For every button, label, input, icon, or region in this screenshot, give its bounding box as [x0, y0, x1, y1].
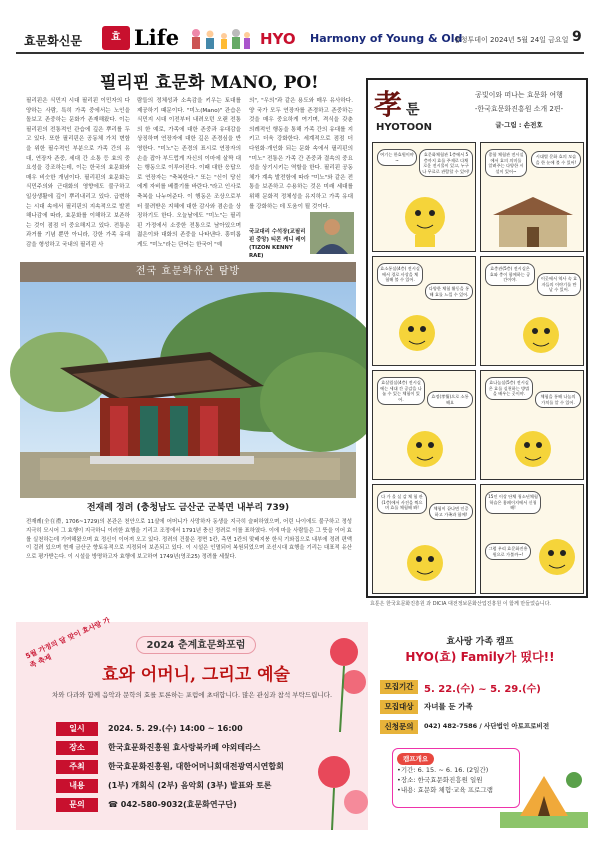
row-value: 042) 482-7586 / 사단법인 아토프로비전: [424, 722, 550, 730]
article-column-2: 람들의 정체성과 소속감을 키우는 토대를 제공하기 때문이다. "미노(Mano)" 관습은 식민지 시대 이전부터 내려오던 오랜 전통의 한 예로, 가족에 대한 존중과 유대감을 상징하며 연장자에 대한 깊은 존경심을 반영한다. "미노"는 존경의 표시로 연장자의 손을 잡아 부드럽게 자신의 이마에 살짝 대는 행동으로 이루어진다. 이때 대한 응답으로 연장자는 "축복한다." 또는 "신이 당신에게 자비를 베풀기를 바란다."라고 인사로 축복을 나누어준다. 이 행동은 조상으로부터 물려받은 지혜에 대한 감사와 겸손을 상징하기도 한다. 오늘날에도 "미노"는 필리핀 가정에서 소중한 전통으로 남아있으며 젊은이와 대화의 존중을 나타낸다. 흥미롭게도 "미노"라는 단어는 한국어 "예: [137, 98, 241, 248]
forum-tag: 2024 춘계효문화포럼: [136, 636, 256, 654]
harmony-tagline: Harmony of Young & Old: [310, 32, 463, 45]
life-logo-mark: 효: [102, 26, 130, 50]
row-value: 자녀를 둔 가족: [424, 702, 473, 711]
comic-panel-6: [480, 370, 584, 480]
comic-footer: 효툰은 한국효문화진흥원 과 DICIA 대전정보문화산업진흥원 이 함께 만들었습니다.: [370, 601, 551, 607]
comic-bubble: 15인 이상 단체 청소년체험학습은 홈페이지에서 신청해!: [485, 491, 541, 514]
row-label: 신청문의: [380, 720, 418, 734]
heritage-section-header: 전국 효문화유산 탐방: [20, 262, 356, 282]
article-column-1: 필리핀은 식민지 시대 필리핀 이민자의 다양하는 사람, 특히 가족 중에서는 노인을 돌보고 존중하는 문화가 존재해왔다. 이는 필리핀의 전통적인 관습에 깊은 뿌리를 두고 있다. 또한 필리핀은 공동체 가치 변함을 위한 필수적인 부분으로 가족 간의 유대, 연장자 존중, 세대 간 소통 등 효의 중요성을 강조하는데, 이는 한국의 효문화와 매우 비슷한 개념이다. 필리핀의 효문화는 식민주의와 근대화의 영향에도 불구하고 일상생활에 깊이 뿌리내리고 있다. 급변하는 시대 속에서 필리핀의 지속적으로 발전해나감에 따라, 효문화를 이해하고 보존하는 것이 점점 더 중요해지고 있다. 전통은 과거를 기념 뿐만 아니라, 강한 가족 유대감을 형성하고 국내의 필리핀 사: [26, 98, 130, 248]
character-icon: [531, 533, 583, 591]
heritage-caption: 전재례 정려 (충청남도 금산군 군북면 내부리 739): [86, 503, 290, 513]
camping-tent-icon: [500, 762, 588, 828]
row-label: 장소: [56, 741, 98, 755]
character-icon: [387, 311, 447, 363]
comic-panel-2: [480, 142, 584, 252]
row-value: 한국효문화진흥원, 대한어머니회대전광역시연합회: [108, 762, 284, 771]
camp-overview-item: •장소: 한국효문화진흥원 일원: [397, 776, 483, 784]
comic-panel-4: [480, 256, 584, 366]
comic-panel-3: [372, 256, 476, 366]
article-author: 국교대리 수석장(교필리핀 중앙) 티콘 케니 레이(TIZON KENNY RAE): [249, 229, 306, 259]
hyotoon-comic: [366, 78, 588, 598]
svg-text:HYOTOON: HYOTOON: [376, 122, 432, 133]
row-label: 문의: [56, 798, 98, 812]
comic-panel-8: [480, 484, 584, 594]
row-value: 5. 22.(수) ~ 5. 29.(수): [424, 684, 541, 695]
row-value: 한국효문화진흥원 효사랑북카페 야외테라스: [108, 743, 261, 752]
comic-bubble: 체험이 끝나면 인증하고 가족과 함께!: [429, 503, 473, 520]
comic-bubble: 체험을 통해 나눔의 가치를 알 수 있어.: [535, 391, 581, 408]
camp-overview-item: •기간: 6. 15. ~ 6. 16. (2일간): [397, 766, 489, 774]
page-number: 9: [572, 29, 582, 45]
comic-bubble: 효정(孝情)으로 소통해요: [427, 391, 473, 408]
row-label: 일시: [56, 722, 98, 736]
row-value: ☎ 042-580-9032(효문화연구단): [108, 800, 237, 809]
row-value: (1부) 개회식 (2부) 음악회 (3부) 발표와 토론: [108, 781, 272, 790]
row-value: 2024. 5. 29.(수) 14:00 ~ 16:00: [108, 724, 243, 733]
museum-building-icon: [489, 195, 577, 249]
comic-bubble: 효문화체험관 1층에서 5층까지 효를 주제로 다채로운 전시물이 있고, 누구나 무료로 관람할 수 있어!: [419, 149, 473, 177]
comic-panel-7: [372, 484, 476, 594]
comic-bubble: 이곳에서 역사 속 효자들의 이야기를 만날 수 있어.: [537, 273, 581, 296]
character-icon: [393, 191, 457, 249]
family-illustration-icon: [188, 26, 252, 50]
life-logo: Life: [134, 25, 180, 50]
character-icon: [395, 427, 455, 477]
camp-overview-item: •내용: 효문화 체험·교육 프로그램: [397, 786, 493, 794]
comic-bubble: 그럼 우리 효문화진흥원으로 가볼까~!: [485, 543, 531, 560]
comic-bubble: 효충관(5층) 전시실은 효와 충이 함께하는 공간이야.: [485, 263, 535, 286]
character-icon: [395, 541, 455, 591]
article-title: 필리핀 효문화 MANO, PO!: [100, 73, 319, 93]
hyotoon-logo-icon: [372, 84, 444, 138]
comic-bubble: 여기는 한효원이야~: [377, 149, 417, 166]
comic-bubble: 종합 체험관 전시실에서 효의 의미를 알려주는 다양한 시설이 있어~: [485, 149, 527, 177]
camp-ad: [372, 622, 588, 830]
forum-title: 효와 어머니, 그리고 예술: [102, 665, 290, 685]
article-column-3: 의", "우의"과 같은 용도와 매우 유사하다. 양 국가 모두 연장자를 존경하고 존중하는 것을 매우 중요하게 여기며, 격식을 갖춘 의례적인 행동을 통해 가족 간의 유대를 지키고 더욱 강화한다. 세계적으로 점점 더 다원화·개인화 되는 문화 속에서 필리핀의 "미노" 전통은 가족 간 존중과 결속의 중요성을 상기시키는 역할을 한다. 필리핀 공동체가 계속 발전함에 따라 "미노"와 같은 전통을 보존하고 수용하는 것은 미래 세대를 위해 문화적 정체성을 유지하고 가족 유대를 강화하는 데 도움이 될 것이다.: [249, 98, 353, 210]
camp-headline: HYO(효) Family가 떴다!!: [405, 650, 555, 664]
character-icon: [503, 427, 563, 477]
comic-subtitle-1: 공빛이와 떠나는 효문화 여행: [475, 91, 563, 99]
comic-bubble: 시대별 문화 효의 모습을 한 눈에 볼 수 있어!: [531, 151, 581, 168]
camp-overview-title: 캠프개요: [397, 753, 434, 765]
row-label: 주최: [56, 760, 98, 774]
svg-text:툰: 툰: [406, 102, 420, 118]
carnation-flowers-icon: [294, 622, 368, 830]
comic-bubble: 다 가 올 실 감 체 험 관 (1층)에서 사진을 찍으며 효를 체험해 봐!: [377, 491, 427, 514]
forum-badge: 5월 가정의 달 맞이 효사랑 가족 축제: [24, 616, 112, 670]
character-icon: [511, 313, 571, 363]
row-label: 내용: [56, 779, 98, 793]
row-label: 모집기간: [380, 680, 418, 694]
comic-subtitle-2: -한국효문화진흥원 소개 2편-: [474, 105, 564, 113]
comic-bubble: 효나눔실(5층) 전시실은 효를 실천하는 방법을 배우는 곳이야.: [485, 377, 533, 400]
comic-bubble: 효소통실(4층) 전시실에서 경로 사상을 체험해 볼 수 있어.: [377, 263, 423, 286]
row-label: 모집대상: [380, 700, 418, 714]
comic-panel-5: [372, 370, 476, 480]
comic-credit: 글·그림 : 손전호: [495, 121, 543, 129]
heritage-body: 전재례(全在禮, 1706~1729)의 본관은 천안으로 11살에 어머니가 사망하자 동생을 지극히 슬퍼하였으며, 어린 나이에도 불구하고 정성 지극히 모시어 그 효행이 지극하니 이러한 효행을 기리고 조정에서 1791년 충신 정려로 이를 표하였다. 이에 마을 사람들은 그 뜻을 이어 효를 실천하는데 기여해왔으며 효 정신이 이어져 오고 있다. 정려의 건물은 정면 1칸, 측면 1칸의 맞배지붕 한식 기와집으로 내부에 정려 편액이 걸려 있으며 현재 금산군 향토유적으로 지정되어 보존되고 있다. 이 시설은 인멸되어 복원되었으며 조선시대 효행을 기리는 대표적 유산으로 평가받는다. 이 시설을 방명하고자 효행에 보고하여 1749년(영조25) 정려를 세웠다.: [26, 519, 352, 561]
svg-text:孝: 孝: [374, 88, 403, 121]
camp-title: 효사랑 가족 캠프: [446, 637, 514, 647]
forum-ad: [16, 616, 368, 830]
issue-date: 충청투데이 2024년 5월 24일 금요일: [454, 36, 569, 44]
hyo-logo: HYO: [260, 30, 296, 48]
paper-name: 효문화신문: [24, 34, 82, 48]
comic-panel-1: [372, 142, 476, 252]
comic-bubble: 효살림실(4층) 전시실에는 세대 간 공감을 나눌 수 있는 체험이 있어.: [377, 377, 425, 405]
masthead: [16, 24, 584, 54]
forum-description: 차와 다과와 함께 음악과 문학의 효를 토론하는 포럼에 초대합니다. 많은 관심과 참석 부탁드립니다.: [51, 691, 333, 699]
comic-bubble: 다양한 체험 활동을 통해 효를 느낄 수 있어.: [425, 283, 473, 300]
author-photo: [310, 212, 354, 254]
heritage-shrine-photo: [20, 282, 356, 498]
